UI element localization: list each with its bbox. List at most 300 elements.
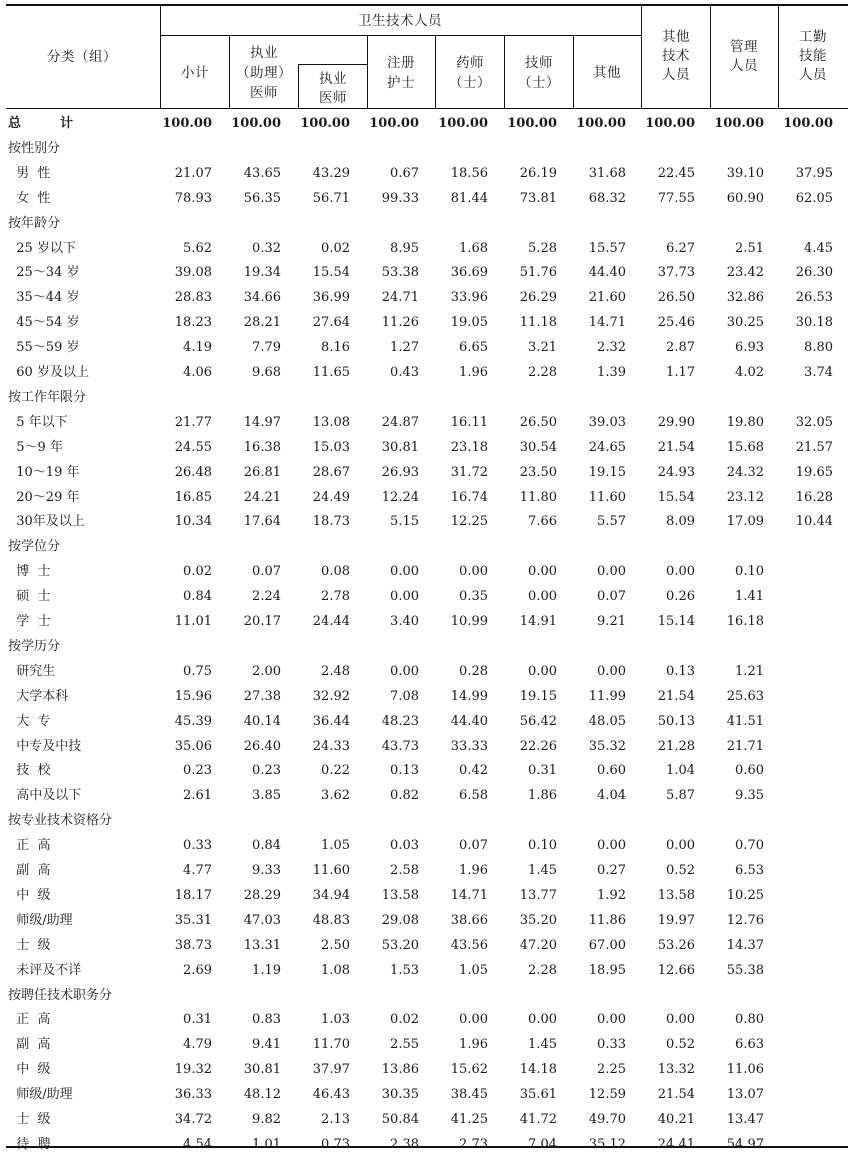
value-cell: 9.21 [597,614,626,629]
value-cell: 18.95 [588,962,626,978]
value-cell: 77.55 [657,190,695,206]
value-cell: 29.90 [657,414,695,430]
row-label: 大 专 [8,713,51,729]
value-cell: 1.21 [735,663,764,679]
row-label: 5～9 年 [8,439,63,455]
value-cell: 39.03 [588,414,626,430]
value-cell: 10.34 [174,514,212,530]
value-cell: 2.69 [183,962,212,978]
value-cell: 1.45 [528,1037,557,1053]
value-cell: 31.68 [588,165,626,181]
value-cell: 30.81 [243,1062,281,1078]
header-other-tech-3: 人员 [662,67,690,83]
table-row [0,684,864,709]
value-cell: 7.08 [390,688,419,704]
value-cell: 47.20 [519,937,557,953]
value-cell: 28.21 [243,315,281,331]
row-label: 大学本科 [8,688,69,704]
value-cell: 26.81 [243,464,281,480]
value-cell: 0.75 [183,663,212,679]
header-health-tech: 卫生技术人员 [358,13,442,29]
value-cell: 24.71 [381,290,419,306]
value-cell: 0.00 [597,564,626,580]
value-cell: 23.42 [726,265,764,281]
value-cell: 19.05 [450,315,488,331]
value-cell: 0.13 [390,763,419,779]
value-cell: 41.51 [726,713,764,729]
value-cell: 38.45 [450,1087,488,1103]
row-label: 正 高 [8,1012,51,1028]
table-row [0,609,864,634]
value-cell: 5.62 [183,240,212,256]
value-cell: 20.17 [243,614,281,629]
value-cell: 38.73 [174,937,212,953]
value-cell: 0.60 [597,763,626,779]
value-cell: 2.50 [321,937,350,953]
value-cell: 16.18 [726,614,764,629]
value-cell: 11.06 [726,1062,764,1078]
row-label: 学 士 [8,614,51,629]
value-cell: 81.44 [450,190,488,206]
value-cell: 50.13 [657,713,695,729]
table-row [0,161,864,186]
value-cell: 4.02 [735,365,764,380]
value-cell: 0.02 [321,240,350,256]
value-cell: 1.05 [459,962,488,978]
row-label: 士 级 [8,1112,51,1127]
value-cell: 30.35 [381,1087,419,1103]
value-cell: 12.24 [381,489,419,505]
value-cell: 24.32 [726,464,764,480]
value-cell: 100.00 [300,116,350,131]
value-cell: 3.85 [252,788,281,804]
header-nurse-1: 注册 [387,55,415,71]
header-other-tech-1: 其他 [662,29,690,45]
row-label: 研究生 [8,663,56,679]
value-cell: 24.21 [243,489,281,505]
value-cell: 39.08 [174,265,212,281]
value-cell: 47.03 [243,912,281,928]
value-cell: 0.00 [459,1012,488,1028]
value-cell: 11.60 [312,863,350,878]
value-cell: 19.80 [726,414,764,430]
value-cell: 0.73 [321,1136,350,1152]
value-cell: 11.65 [312,365,350,380]
value-cell: 0.52 [666,1037,695,1053]
header-bottom-rule [6,108,848,109]
value-cell: 15.54 [312,265,350,281]
value-cell: 0.43 [390,365,419,380]
value-cell: 1.17 [666,365,695,380]
value-cell: 21.54 [657,1087,695,1103]
value-cell: 0.32 [252,240,281,256]
value-cell: 14.99 [450,688,488,704]
header-practicing-assistant-2: （助理） [236,65,292,81]
header-technician-1: 技师 [525,55,553,71]
value-cell: 0.83 [252,1012,281,1028]
value-cell: 34.94 [312,887,350,903]
value-cell: 2.55 [390,1037,419,1053]
value-cell: 0.31 [528,763,557,779]
value-cell: 4.77 [183,863,212,878]
value-cell: 0.00 [390,589,419,605]
value-cell: 0.00 [666,564,695,580]
value-cell: 26.50 [519,414,557,430]
value-cell: 35.61 [519,1087,557,1103]
value-cell: 0.60 [735,763,764,779]
value-cell: 41.25 [450,1112,488,1127]
value-cell: 26.53 [795,290,833,306]
value-cell: 25.63 [726,688,764,704]
value-cell: 21.28 [657,738,695,754]
value-cell: 15.96 [174,688,212,704]
table-row [0,1082,864,1107]
value-cell: 62.05 [795,190,833,206]
value-cell: 1.45 [528,863,557,878]
value-cell: 0.00 [597,1012,626,1028]
value-cell: 34.66 [243,290,281,306]
value-cell: 0.00 [528,663,557,679]
value-cell: 100.00 [438,116,488,131]
value-cell: 1.04 [666,763,695,779]
value-cell: 0.00 [528,1012,557,1028]
row-label: 按专业技术资格分 [8,813,113,829]
value-cell: 30.18 [795,315,833,331]
value-cell: 13.08 [312,414,350,430]
value-cell: 3.62 [321,788,350,804]
table-row [0,958,864,983]
value-cell: 24.44 [312,614,350,629]
value-cell: 9.33 [252,863,281,878]
value-cell: 0.31 [183,1012,212,1028]
value-cell: 0.70 [735,838,764,854]
value-cell: 36.33 [174,1087,212,1103]
value-cell: 0.07 [459,838,488,854]
value-cell: 0.33 [183,838,212,854]
value-cell: 1.68 [459,240,488,256]
value-cell: 7.04 [528,1136,557,1152]
value-cell: 0.80 [735,1012,764,1028]
table-row [0,758,864,783]
table-row [0,460,864,485]
row-label: 士 级 [8,937,51,953]
value-cell: 46.43 [312,1087,350,1103]
value-cell: 38.66 [450,912,488,928]
value-cell: 18.56 [450,165,488,181]
practicing-sub-rule [298,64,367,65]
row-label: 25 岁以下 [8,240,76,256]
table-row [0,709,864,734]
header-worker-2: 技能 [799,48,827,64]
row-label: 55～59 岁 [8,340,80,356]
header-management-1: 管理 [730,39,758,55]
row-label: 博 士 [8,564,51,580]
value-cell: 43.65 [243,165,281,181]
table-row [0,310,864,335]
table-row [0,1107,864,1132]
value-cell: 15.14 [657,614,695,629]
value-cell: 0.07 [597,589,626,605]
value-cell: 1.92 [597,887,626,903]
value-cell: 10.99 [450,614,488,629]
value-cell: 100.00 [576,116,626,131]
value-cell: 23.18 [450,439,488,455]
value-cell: 1.03 [321,1012,350,1028]
table-row [0,1132,864,1157]
value-cell: 13.07 [726,1087,764,1103]
table-top-rule [6,4,848,6]
value-cell: 8.95 [390,240,419,256]
value-cell: 2.28 [528,962,557,978]
value-cell: 0.27 [597,863,626,878]
value-cell: 3.74 [804,365,833,380]
value-cell: 100.00 [645,116,695,131]
header-worker-1: 工勤 [799,29,827,45]
value-cell: 13.32 [657,1062,695,1078]
header-pharmacist-1: 药师 [456,55,484,71]
value-cell: 13.77 [519,887,557,903]
table-row [0,734,864,759]
value-cell: 5.15 [390,514,419,530]
value-cell: 23.50 [519,464,557,480]
value-cell: 100.00 [783,116,833,131]
value-cell: 18.23 [174,315,212,331]
value-cell: 54.97 [726,1136,764,1152]
value-cell: 10.25 [726,887,764,903]
row-label: 按性别分 [8,140,61,156]
row-label: 5 年以下 [8,414,68,430]
value-cell: 4.45 [804,240,833,256]
table-row [0,485,864,510]
value-cell: 11.99 [588,688,626,704]
table-row [0,933,864,958]
value-cell: 99.33 [381,190,419,206]
value-cell: 2.78 [321,589,350,605]
header-category: 分类（组） [47,49,117,65]
value-cell: 8.09 [666,514,695,530]
value-cell: 16.85 [174,489,212,505]
value-cell: 11.80 [519,489,557,505]
row-label: 按工作年限分 [8,389,87,405]
header-practicing-1: 执业 [319,71,347,87]
header-divider [573,36,574,109]
value-cell: 3.40 [390,614,419,629]
value-cell: 23.12 [726,489,764,505]
header-other-tech-2: 技术 [662,48,690,64]
value-cell: 0.82 [390,788,419,804]
value-cell: 1.39 [597,365,626,380]
value-cell: 16.28 [795,489,833,505]
value-cell: 12.25 [450,514,488,530]
value-cell: 2.87 [666,340,695,356]
value-cell: 21.54 [657,688,695,704]
value-cell: 15.03 [312,439,350,455]
value-cell: 2.51 [735,240,764,256]
value-cell: 1.96 [459,1037,488,1053]
value-cell: 36.69 [450,265,488,281]
value-cell: 1.96 [459,863,488,878]
value-cell: 19.32 [174,1062,212,1078]
value-cell: 0.00 [597,663,626,679]
value-cell: 0.35 [459,589,488,605]
table-row [0,659,864,684]
value-cell: 12.66 [657,962,695,978]
value-cell: 9.68 [252,365,281,380]
value-cell: 43.29 [312,165,350,181]
value-cell: 1.01 [252,1136,281,1152]
value-cell: 36.99 [312,290,350,306]
section-row [0,534,864,559]
value-cell: 19.34 [243,265,281,281]
value-cell: 0.07 [252,564,281,580]
table-row [0,883,864,908]
value-cell: 21.71 [726,738,764,754]
row-label: 男 性 [8,165,51,181]
table-row [0,435,864,460]
value-cell: 15.54 [657,489,695,505]
value-cell: 14.71 [450,887,488,903]
value-cell: 28.67 [312,464,350,480]
value-cell: 0.10 [735,564,764,580]
value-cell: 24.33 [312,738,350,754]
value-cell: 0.67 [390,165,419,181]
section-row [0,808,864,833]
row-label: 总 计 [8,116,84,131]
value-cell: 35.12 [588,1136,626,1152]
value-cell: 0.84 [183,589,212,605]
value-cell: 2.28 [528,365,557,380]
value-cell: 1.53 [390,962,419,978]
value-cell: 0.23 [183,763,212,779]
value-cell: 4.79 [183,1037,212,1053]
value-cell: 24.65 [588,439,626,455]
header-divider [229,36,230,109]
value-cell: 24.49 [312,489,350,505]
value-cell: 48.83 [312,912,350,928]
value-cell: 48.23 [381,713,419,729]
value-cell: 9.82 [252,1112,281,1127]
value-cell: 53.20 [381,937,419,953]
value-cell: 73.81 [519,190,557,206]
header-nurse-2: 护士 [387,75,415,91]
value-cell: 35.32 [588,738,626,754]
value-cell: 26.29 [519,290,557,306]
table-row [0,833,864,858]
value-cell: 19.15 [588,464,626,480]
health-tech-header-rule [160,35,641,36]
value-cell: 18.17 [174,887,212,903]
value-cell: 13.58 [381,887,419,903]
value-cell: 30.54 [519,439,557,455]
value-cell: 0.08 [321,564,350,580]
value-cell: 19.15 [519,688,557,704]
value-cell: 44.40 [450,713,488,729]
value-cell: 0.00 [390,663,419,679]
value-cell: 1.19 [252,962,281,978]
value-cell: 40.14 [243,713,281,729]
value-cell: 50.84 [381,1112,419,1127]
value-cell: 17.09 [726,514,764,530]
value-cell: 26.93 [381,464,419,480]
value-cell: 32.86 [726,290,764,306]
value-cell: 32.05 [795,414,833,430]
value-cell: 1.05 [321,838,350,854]
value-cell: 14.91 [519,614,557,629]
value-cell: 67.00 [588,937,626,953]
value-cell: 0.00 [666,1012,695,1028]
value-cell: 12.59 [588,1087,626,1103]
value-cell: 30.25 [726,315,764,331]
row-label: 师级/助理 [8,912,73,928]
value-cell: 24.87 [381,414,419,430]
value-cell: 4.06 [183,365,212,380]
section-row [0,211,864,236]
value-cell: 15.57 [588,240,626,256]
value-cell: 0.13 [666,663,695,679]
value-cell: 9.41 [252,1037,281,1053]
value-cell: 100.00 [714,116,764,131]
value-cell: 100.00 [369,116,419,131]
value-cell: 39.10 [726,165,764,181]
value-cell: 0.02 [390,1012,419,1028]
value-cell: 0.26 [666,589,695,605]
value-cell: 60.90 [726,190,764,206]
value-cell: 0.10 [528,838,557,854]
row-label: 按学历分 [8,638,61,654]
value-cell: 19.97 [657,912,695,928]
section-row [0,136,864,161]
value-cell: 19.65 [795,464,833,480]
value-cell: 5.28 [528,240,557,256]
value-cell: 100.00 [231,116,281,131]
value-cell: 14.97 [243,414,281,430]
value-cell: 31.72 [450,464,488,480]
table-row [0,360,864,385]
value-cell: 11.86 [588,912,626,928]
value-cell: 1.27 [390,340,419,356]
value-cell: 4.19 [183,340,212,356]
table-row [0,1057,864,1082]
value-cell: 32.92 [312,688,350,704]
row-label: 35～44 岁 [8,290,80,306]
table-row [0,1007,864,1032]
row-label: 副 高 [8,863,51,878]
table-row [0,783,864,808]
value-cell: 0.00 [459,564,488,580]
value-cell: 68.32 [588,190,626,206]
value-cell: 13.31 [243,937,281,953]
value-cell: 26.50 [657,290,695,306]
value-cell: 22.26 [519,738,557,754]
header-worker-3: 人员 [799,67,827,83]
value-cell: 48.12 [243,1087,281,1103]
value-cell: 14.71 [588,315,626,331]
value-cell: 37.73 [657,265,695,281]
value-cell: 16.11 [450,414,488,430]
value-cell: 2.00 [252,663,281,679]
value-cell: 24.41 [657,1136,695,1152]
header-practicing-assistant-1: 执业 [250,45,278,61]
header-practicing-2: 医师 [319,90,347,106]
header-divider [298,64,299,109]
value-cell: 7.66 [528,514,557,530]
row-label: 高中及以下 [8,788,82,804]
value-cell: 2.13 [321,1112,350,1127]
value-cell: 6.65 [459,340,488,356]
value-cell: 2.73 [459,1136,488,1152]
table-row [0,908,864,933]
value-cell: 0.00 [528,564,557,580]
